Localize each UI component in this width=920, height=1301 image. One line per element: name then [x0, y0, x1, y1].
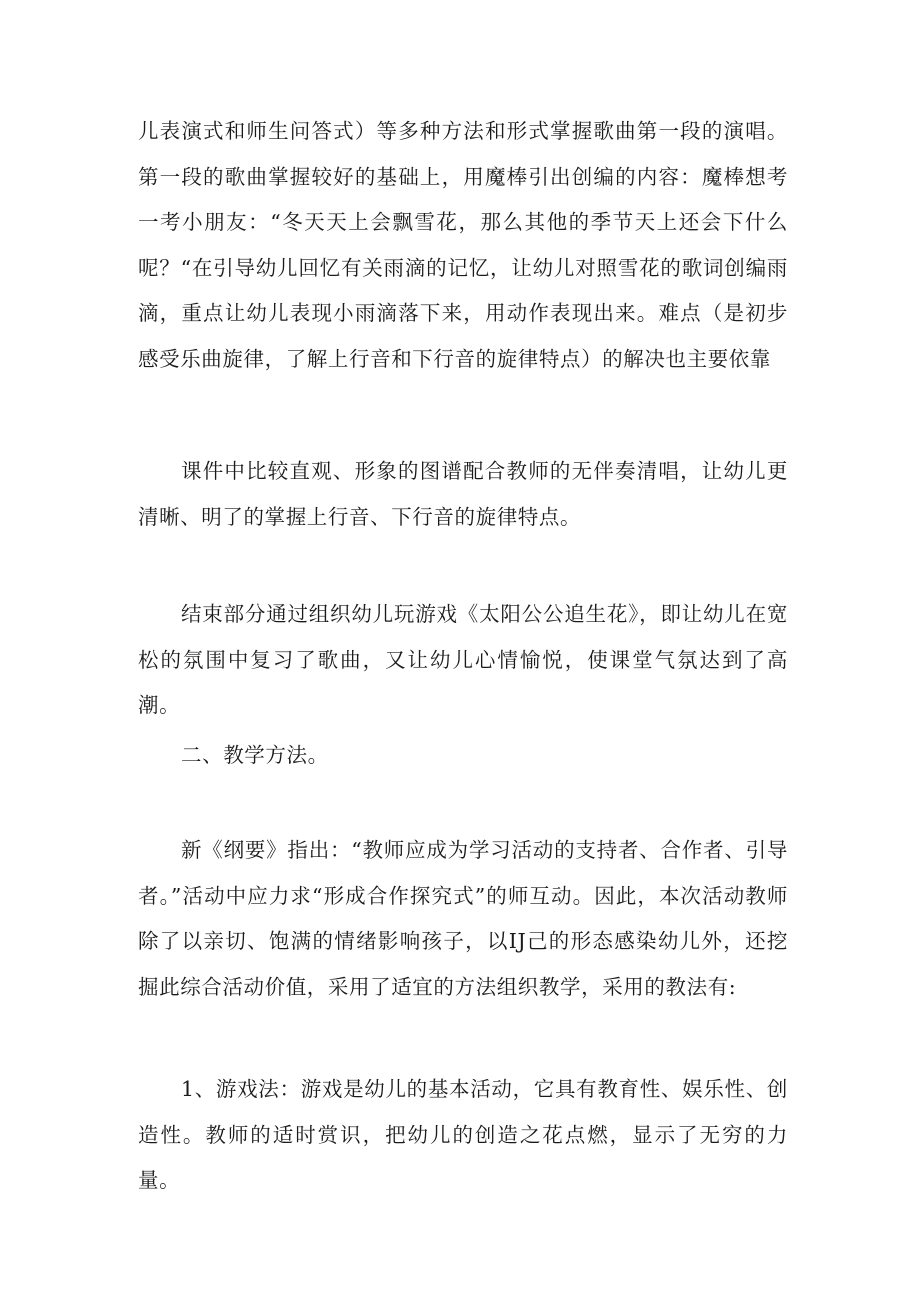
- paragraph-game-method: 1、游戏法：游戏是幼儿的基本活动，它具有教育性、娱乐性、创造性。教师的适时赏识，把幼儿的创造之花点燃，显示了无穷的力量。: [138, 1077, 788, 1192]
- section-heading-teaching-methods: 二、教学方法。: [181, 743, 329, 767]
- paragraph-guidelines: 新《纲要》指出：“教师应成为学习活动的支持者、合作者、引导者。”活动中应力求“形成合作探究式”的师互动。因此，本次活动教师除了以亲切、饱满的情绪影响孩子，以IJ己的形态感染幼儿外，还挖掘此综合活动价值，采用了适宜的方法组织教学，采用的教法有:: [138, 838, 788, 999]
- paragraph-continuation: 儿表演式和师生问答式）等多种方法和形式掌握歌曲第一段的演唱。第一段的歌曲掌握较好的基础上，用魔棒引出创编的内容：魔棒想考一考小朋友：“冬天天上会飘雪花，那么其他的季节天上还会下什么呢？“在引导幼儿回忆有关雨滴的记忆，让幼儿对照雪花的歌词创编雨滴，重点让幼儿表现小雨滴落下来，用动作表现出来。难点（是初步感受乐曲旋律，了解上行音和下行音的旋律特点）的解决也主要依靠: [138, 119, 788, 371]
- paragraph-courseware: 课件中比较直观、形象的图谱配合教师的无伴奏清唱，让幼儿更清晰、明了的掌握上行音、下行音的旋律特点。: [138, 459, 788, 529]
- paragraph-ending-game: 结束部分通过组织幼儿玩游戏《太阳公公追生花》，即让幼儿在宽松的氛围中复习了歌曲，又让幼儿心情愉悦，使课堂气氛达到了高潮。: [138, 602, 788, 717]
